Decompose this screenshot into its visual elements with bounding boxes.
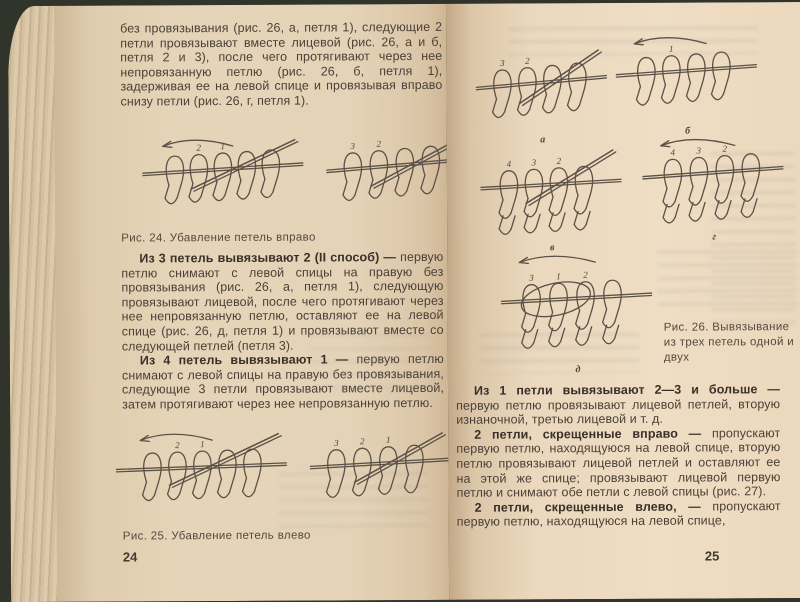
svg-text:2: 2	[722, 144, 727, 154]
svg-text:4: 4	[671, 147, 676, 157]
paragraph-lead: Из 1 петли вывязывают 2—3 и больше —	[474, 382, 780, 398]
svg-text:2: 2	[557, 156, 562, 166]
paragraph	[457, 499, 781, 530]
open-book-photo	[8, 2, 800, 602]
svg-text:3: 3	[349, 141, 355, 151]
right-page-number: 25	[705, 548, 720, 563]
svg-text:1: 1	[386, 435, 391, 445]
left-page	[54, 4, 449, 602]
svg-text:3: 3	[528, 273, 534, 283]
paragraph-text: первую петлю снимают с левой спицы на правую без провязывания, следующие 3 петли провязывают вместе лицевой, затем протягивают через нее непровязанную петлю.	[122, 352, 444, 411]
svg-text:б: б	[685, 126, 691, 137]
svg-text:3: 3	[499, 58, 505, 68]
fig25-right-knitting-diagram	[306, 430, 457, 527]
paragraph-lead: 2 петли, скрещенные вправо —	[474, 426, 712, 441]
figure-24	[139, 136, 473, 230]
svg-text:3: 3	[531, 157, 537, 167]
svg-text:2: 2	[175, 440, 180, 450]
fig26-diagram-d	[497, 253, 658, 378]
fig26-diagram-v	[477, 147, 628, 256]
figure-25	[112, 430, 456, 528]
fig26-diagram-b	[612, 34, 763, 139]
fig24-caption: Рис. 24. Убавление петель вправо	[121, 230, 421, 247]
right-page	[446, 2, 800, 600]
right-page-body-text	[456, 382, 781, 530]
left-page-body-text	[121, 250, 444, 412]
left-page-number: 24	[123, 549, 138, 564]
paragraph	[456, 382, 780, 427]
paragraph	[122, 352, 444, 412]
fig24-left-knitting-diagram	[139, 137, 309, 230]
paragraph	[120, 20, 442, 109]
fig26-diagram-g	[639, 136, 790, 245]
svg-text:2: 2	[196, 143, 201, 153]
paragraph-lead: 2 петли, скрещенные влево, —	[475, 499, 713, 514]
svg-text:г: г	[712, 231, 716, 242]
svg-text:а: а	[540, 134, 545, 145]
fig26-caption: Рис. 26. Вывязывание из трех петель одной и двух	[664, 320, 799, 366]
svg-text:3: 3	[696, 146, 702, 156]
paragraph-text: без провязывания (рис. 26, а, петля 1), следующие 2 петли провязывают вместе лицевой (рис. 26, а и б, петля 2 и 3), после чего протягивают через нее непровязанную петлю (рис. 26, б, петля 1), задерживая ее на левой спице и провязывая вправо снизу петли (рис. 26, г, петля 1).	[120, 20, 442, 109]
paragraph-text: пропускают первую петлю, находящуюся на левой спице, вторую петлю провязывают лицевой петлей и оставляют ее на этой же спице; провязывают лицевой первую петлю и снимают обе петли с левой спицы (рис. 27).	[456, 426, 780, 500]
svg-text:2: 2	[376, 139, 381, 149]
svg-text:1: 1	[200, 439, 205, 449]
svg-text:2: 2	[583, 270, 588, 280]
paragraph-lead: Из 3 петель вывязывают 2 (II способ) —	[139, 250, 400, 265]
paragraph-text: первую петлю провязывают лицевой петлей, вторую изнаночной, третью лицевой и т. д.	[456, 397, 780, 427]
svg-text:1: 1	[556, 271, 561, 281]
svg-text:д: д	[575, 364, 580, 375]
svg-text:1: 1	[669, 44, 674, 54]
svg-text:1: 1	[220, 141, 225, 151]
paragraph	[456, 426, 780, 501]
svg-text:4: 4	[507, 159, 512, 169]
paragraph-lead: Из 4 петель вывязывают 1 —	[140, 352, 357, 367]
paragraph	[121, 250, 444, 354]
paragraph-text: пропускают первую петлю, находящуюся на левой спице,	[457, 499, 781, 529]
left-page-top-text	[120, 20, 442, 109]
svg-text:в: в	[550, 242, 555, 253]
svg-text:2: 2	[525, 56, 530, 66]
fig25-left-knitting-diagram	[112, 431, 293, 528]
paragraph-text: первую петлю снимают с левой спицы на правую без провязывания (рис. 26, а, петля 1), следующую провязывают лицевой, после чего протягивают через нее непровязанную петлю, оставляют ее на левой спице (рис. 26, д, петля 1) и провязывают вместе со следующей петлей (петля 3).	[121, 250, 443, 353]
fig26-diagram-a	[472, 47, 613, 148]
fig25-caption: Рис. 25. Убавление петель влево	[123, 528, 423, 545]
svg-text:3: 3	[333, 438, 339, 448]
page-stack-edge	[8, 6, 59, 602]
svg-text:2: 2	[360, 436, 365, 446]
